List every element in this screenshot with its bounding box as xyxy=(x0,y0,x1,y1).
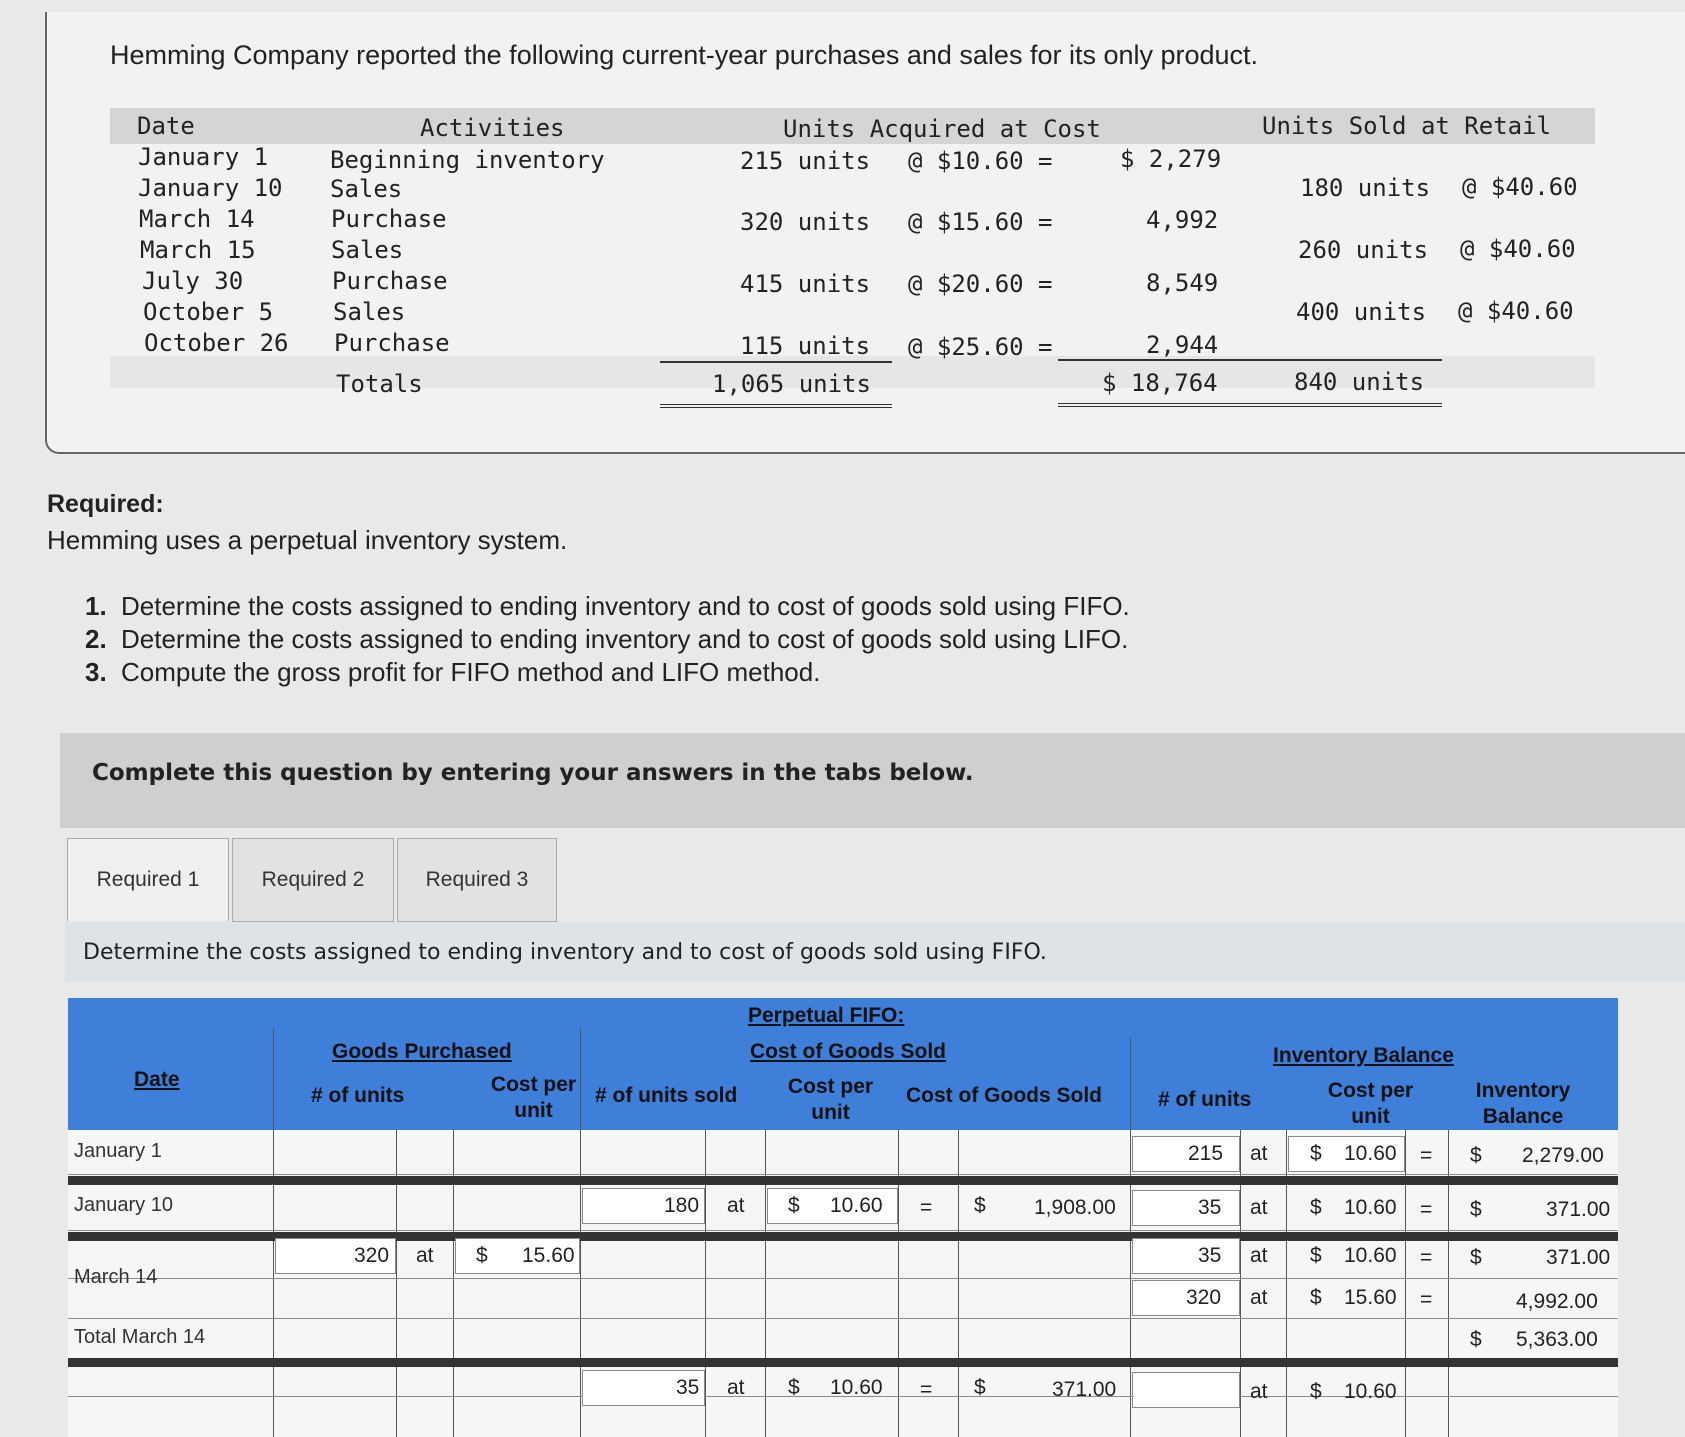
grid-header xyxy=(68,998,1618,1130)
units-sold-value: 180 xyxy=(664,1194,700,1217)
tab-required-2[interactable]: Required 2 xyxy=(232,838,394,922)
inv-units-input[interactable] xyxy=(1132,1372,1240,1408)
total-inv-balance-value: 5,363.00 xyxy=(1516,1328,1598,1351)
band-text: Complete this question by entering your answers in the tabs below. xyxy=(92,760,974,786)
inv-units-value: 215 xyxy=(1188,1142,1224,1165)
total-double-rule xyxy=(660,404,892,408)
inv-units-value: 35 xyxy=(1198,1244,1222,1267)
row-activity: Purchase xyxy=(332,267,448,295)
at-label: at xyxy=(416,1244,434,1267)
row-amount: 4,992 xyxy=(1146,206,1219,234)
dollar-sign: $ xyxy=(1310,1196,1322,1219)
purchase-cpu-value: 15.60 xyxy=(522,1244,575,1267)
inv-units-value: 35 xyxy=(1198,1196,1222,1219)
at-label: at xyxy=(727,1194,745,1217)
dollar-sign: $ xyxy=(476,1244,488,1267)
inv-cpu-value: 10.60 xyxy=(1344,1142,1397,1165)
inv-units-input[interactable] xyxy=(1132,1136,1240,1172)
equals-sign: = xyxy=(1420,1144,1433,1167)
row-date: March 14 xyxy=(139,205,255,233)
row-cost: @ $15.60 = xyxy=(908,208,1053,236)
required-list xyxy=(85,590,1130,689)
header-units-sold: # of units sold xyxy=(595,1084,738,1107)
row-amount: 2,944 xyxy=(1146,331,1219,359)
col-acquired: Units Acquired at Cost xyxy=(783,115,1101,143)
at-label: at xyxy=(1250,1286,1268,1309)
date-january-10: January 10 xyxy=(74,1194,173,1216)
row-date: January 1 xyxy=(138,143,269,171)
dollar-sign: $ xyxy=(1310,1286,1322,1309)
fifo-grid xyxy=(68,998,1618,1437)
list-item xyxy=(85,623,1130,656)
row-line xyxy=(68,1278,1618,1279)
item-number: 3. xyxy=(85,657,107,687)
dollar-sign: $ xyxy=(1470,1198,1482,1221)
sold-cpu-value: 10.60 xyxy=(830,1194,883,1217)
col-activities: Activities xyxy=(420,114,565,142)
row-units: 415 units xyxy=(740,270,871,298)
fifo-title: Perpetual FIFO: xyxy=(748,1004,905,1027)
inv-units-input[interactable] xyxy=(1132,1190,1240,1226)
dollar-sign: $ xyxy=(1470,1246,1482,1269)
header-units: # of units xyxy=(1158,1088,1252,1111)
dollar-sign: $ xyxy=(974,1376,986,1399)
list-item xyxy=(85,590,1130,623)
header-goods-purchased: Goods Purchased xyxy=(332,1040,512,1063)
equals-sign: = xyxy=(920,1196,933,1219)
item-number: 1. xyxy=(85,591,107,621)
row-date: March 15 xyxy=(140,236,256,264)
header-cogs-col: Cost of Goods Sold xyxy=(906,1084,1102,1107)
row-activity: Beginning inventory xyxy=(330,146,605,174)
dollar-sign: $ xyxy=(788,1376,800,1399)
row-activity: Purchase xyxy=(334,329,450,357)
date-january-1: January 1 xyxy=(74,1140,162,1162)
header-cost-per-unit: Cost per unit xyxy=(1327,1079,1414,1128)
dollar-sign: $ xyxy=(974,1194,986,1217)
at-label: at xyxy=(727,1376,745,1399)
at-label: at xyxy=(1250,1142,1268,1165)
at-label: at xyxy=(1250,1244,1268,1267)
cogs-value: 371.00 xyxy=(1052,1378,1117,1401)
dollar-sign: $ xyxy=(1310,1142,1322,1165)
header-cost-per-unit: Cost per unit xyxy=(787,1075,874,1124)
row-sold-units: 400 units xyxy=(1296,298,1427,326)
row-date: October 26 xyxy=(144,329,289,357)
equals-sign: = xyxy=(1420,1246,1433,1269)
row-cost: @ $25.60 = xyxy=(908,333,1053,361)
col-sold: Units Sold at Retail xyxy=(1262,112,1551,140)
row-date: January 10 xyxy=(138,174,283,202)
required-heading: Required: xyxy=(47,490,164,518)
list-item xyxy=(85,656,1130,689)
at-label: at xyxy=(1250,1380,1268,1403)
row-separator xyxy=(68,1358,1618,1367)
at-label: at xyxy=(1250,1196,1268,1219)
item-number: 2. xyxy=(85,624,107,654)
totals-sold-units: 840 units xyxy=(1294,368,1425,396)
totals-label: Totals xyxy=(336,370,423,398)
row-cost: @ $20.60 = xyxy=(908,270,1053,298)
sold-cpu-value: 10.60 xyxy=(830,1376,883,1399)
inv-balance-value: 4,992.00 xyxy=(1516,1290,1598,1313)
row-units: 215 units xyxy=(740,147,871,175)
item-text: Determine the costs assigned to ending inventory and to cost of goods sold using LIFO. xyxy=(121,624,1129,654)
total-double-rule xyxy=(1058,403,1442,407)
dollar-sign: $ xyxy=(1470,1144,1482,1167)
header-cost-per-unit: Cost per unit xyxy=(490,1073,577,1122)
date-total-march-14: Total March 14 xyxy=(74,1326,206,1348)
inv-cpu-value: 10.60 xyxy=(1344,1196,1397,1219)
dollar-sign: $ xyxy=(788,1194,800,1217)
date-march-14: March 14 xyxy=(74,1266,158,1288)
tab-required-1[interactable]: Required 1 xyxy=(67,838,229,921)
row-retail: @ $40.60 xyxy=(1458,297,1574,325)
totals-amount: $ 18,764 xyxy=(1102,369,1218,397)
row-retail: @ $40.60 xyxy=(1460,235,1576,263)
header-cogs: Cost of Goods Sold xyxy=(750,1040,946,1063)
row-sold-units: 260 units xyxy=(1298,236,1429,264)
row-activity: Sales xyxy=(331,236,404,264)
intro-text: Hemming Company reported the following current-year purchases and sales for its only product. xyxy=(110,40,1259,70)
tab-instruction: Determine the costs assigned to ending inventory and to cost of goods sold using FIFO. xyxy=(65,922,1685,982)
row-sold-units: 180 units xyxy=(1300,174,1431,202)
col-date: Date xyxy=(137,112,195,140)
item-text: Determine the costs assigned to ending inventory and to cost of goods sold using FIFO. xyxy=(121,591,1130,621)
totals-units: 1,065 units xyxy=(712,370,871,398)
row-units: 320 units xyxy=(740,208,871,236)
row-activity: Sales xyxy=(330,175,403,203)
row-cost: @ $10.60 = xyxy=(908,147,1053,175)
inv-cpu-value: 10.60 xyxy=(1344,1244,1397,1267)
dollar-sign: $ xyxy=(1310,1380,1322,1403)
row-retail: @ $40.60 xyxy=(1462,173,1578,201)
row-line xyxy=(68,1318,1618,1319)
inv-balance-value: 2,279.00 xyxy=(1522,1144,1604,1167)
row-separator xyxy=(68,1176,1618,1185)
row-amount: $ 2,279 xyxy=(1120,145,1222,173)
row-activity: Sales xyxy=(333,298,406,326)
header-date: Date xyxy=(134,1068,180,1091)
inv-cpu-value: 10.60 xyxy=(1344,1380,1397,1403)
header-inventory-balance-col: Inventory Balance xyxy=(1475,1079,1571,1128)
item-text: Compute the gross profit for FIFO method and LIFO method. xyxy=(121,657,821,687)
row-date: July 30 xyxy=(142,267,244,295)
equals-sign: = xyxy=(1420,1198,1433,1221)
inv-units-input[interactable] xyxy=(1132,1238,1240,1274)
row-line xyxy=(68,1230,1618,1231)
inv-balance-value: 371.00 xyxy=(1546,1198,1611,1221)
header-units: # of units xyxy=(311,1084,405,1107)
row-activity: Purchase xyxy=(331,205,447,233)
row-date: October 5 xyxy=(143,298,274,326)
row-line xyxy=(68,1174,1618,1175)
inv-units-value: 320 xyxy=(1186,1286,1222,1309)
cogs-value: 1,908.00 xyxy=(1034,1196,1116,1219)
equals-sign: = xyxy=(1420,1288,1433,1311)
dollar-sign: $ xyxy=(1310,1244,1322,1267)
required-subtext: Hemming uses a perpetual inventory system. xyxy=(47,525,568,555)
header-inventory-balance: Inventory Balance xyxy=(1273,1044,1454,1067)
dollar-sign: $ xyxy=(1470,1328,1482,1351)
subtotal-rule xyxy=(660,361,892,363)
row-units: 115 units xyxy=(740,332,871,360)
equals-sign: = xyxy=(920,1378,933,1401)
units-sold-value: 35 xyxy=(676,1376,700,1399)
row-amount: 8,549 xyxy=(1146,269,1219,297)
inv-balance-value: 371.00 xyxy=(1546,1246,1611,1269)
purchase-units-value: 320 xyxy=(354,1244,390,1267)
subtotal-rule xyxy=(1058,359,1442,361)
tab-required-3[interactable]: Required 3 xyxy=(397,838,557,922)
inv-cpu-value: 15.60 xyxy=(1344,1286,1397,1309)
